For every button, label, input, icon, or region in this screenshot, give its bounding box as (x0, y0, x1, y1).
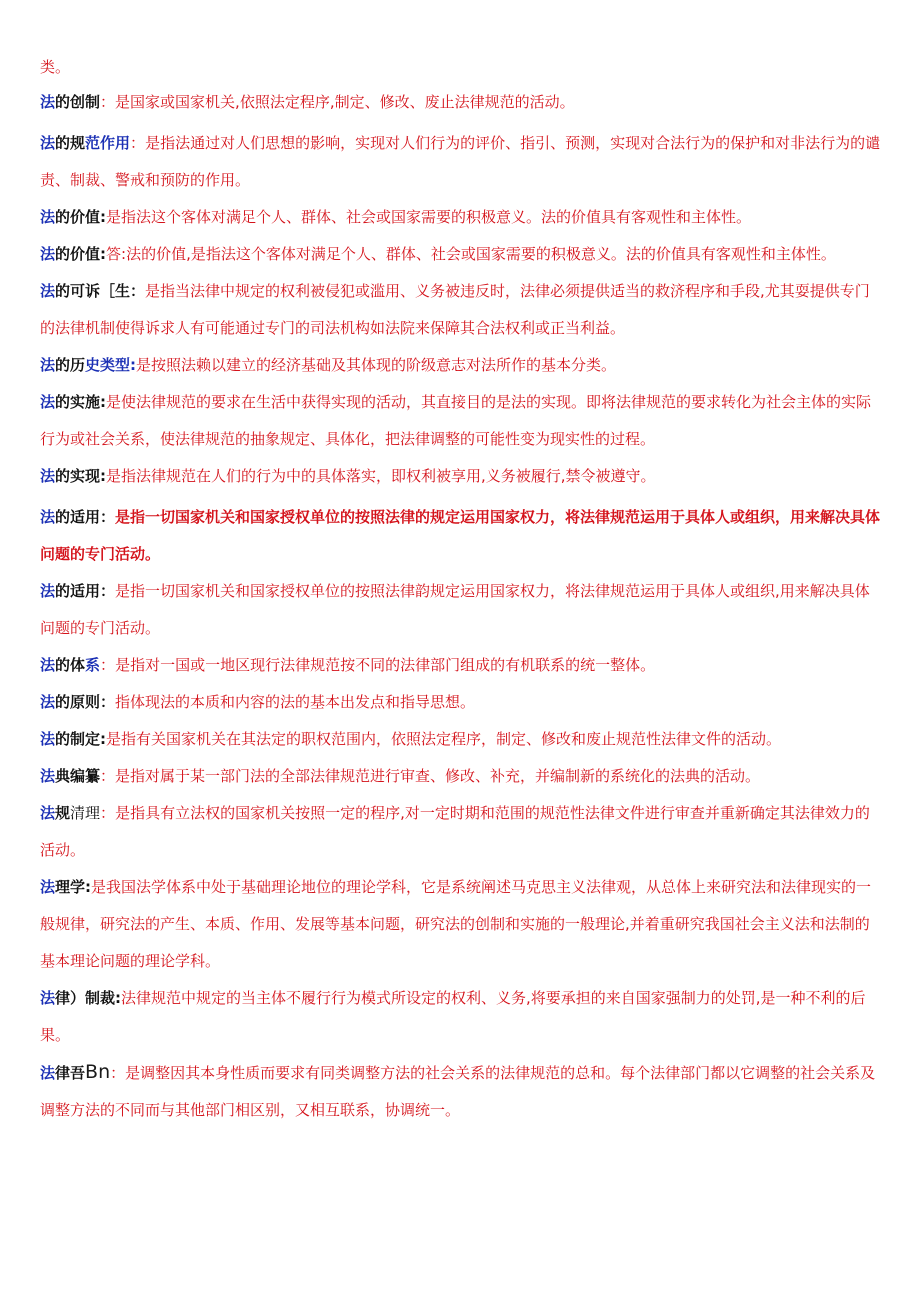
definition: 是指法律规范在人们的行为中的具体落实，即权利被享用,义务被履行,禁令被遵守。 (106, 467, 656, 485)
glossary-entry (40, 84, 882, 121)
term-head: 法 (40, 730, 56, 748)
glossary-entry (40, 347, 882, 384)
term-rest: 的制定: (55, 730, 107, 748)
term-head: 法 (40, 656, 56, 674)
term-rest: 律吾 (55, 1064, 86, 1082)
glossary-page (40, 54, 882, 1129)
term-rest: 典编纂 (55, 767, 101, 785)
term-sep: ： (110, 1064, 126, 1082)
glossary-entry-highlighted (40, 499, 882, 573)
glossary-entry (40, 684, 882, 721)
glossary-entry (40, 273, 882, 347)
glossary-entry (40, 125, 882, 199)
continuation-text: 类。 (40, 58, 71, 76)
term-head: 法 (40, 693, 56, 711)
term-rest: 的实施: (55, 393, 107, 411)
term-head: 法 (40, 1064, 56, 1082)
term-head: 法 (40, 878, 56, 896)
term-head: 法 (40, 767, 56, 785)
glossary-entry (40, 384, 882, 458)
glossary-entry (40, 758, 882, 795)
term-rest: 的适用： (55, 508, 116, 526)
term-rest: 的历 (55, 356, 86, 374)
term-head: 法 (40, 282, 56, 300)
definition: 是指一切国家机关和国家授权单位的按照法律韵规定运用国家权力，将法律规范运用于具体人或组织,用来解决具体问题的专门活动。 (40, 582, 870, 637)
term-head: 法 (40, 393, 56, 411)
glossary-entry (40, 573, 882, 647)
glossary-entry (40, 980, 882, 1054)
definition: 是指一切国家机关和国家授权单位的按照法律的规定运用国家权力，将法律规范运用于具体人或组织，用来解决具体问题的专门活动。 (40, 508, 881, 563)
glossary-entry (40, 647, 882, 684)
glossary-entry (40, 458, 882, 495)
term-rest: 的体 (55, 656, 86, 674)
glossary-entry (40, 721, 882, 758)
term-rest: 的实现: (55, 467, 107, 485)
term-rest: 清理 (70, 804, 101, 822)
term-rest: 规 (55, 804, 71, 822)
term-sep: ： (130, 134, 146, 152)
term-head: 法 (40, 804, 56, 822)
glossary-entry (40, 1054, 882, 1129)
definition: 指体现法的本质和内容的法的基本出发点和指导思想。 (115, 693, 476, 711)
term-head: 法 (40, 989, 56, 1007)
glossary-entry (40, 236, 882, 273)
term-rest: 的创制 (55, 93, 101, 111)
definition: 是指对属于某一部门法的全部法律规范进行审查、修改、补充，并编制新的系统化的法典的活动。 (115, 767, 761, 785)
definition: 是调整因其本身性质而要求有同类调整方法的社会关系的法律规范的总和。每个法律部门都以它调整的社会关系及调整方法的不同而与其他部门相区别，又相互联系，协调统一。 (40, 1064, 876, 1119)
term-head: 法 (40, 93, 56, 111)
term-head: 法 (40, 508, 56, 526)
definition: 是我国法学体系中处于基础理论地位的理论学科，它是系统阐述马克思主义法律观，从总体上来研究法和法律现实的一般规律，研究法的产生、本质、作用、发展等基本问题，研究法的创制和实施的一般理论,并着重研究我国社会主义法和法制的基本理论问题的理论学科。 (40, 878, 872, 970)
term-rest: 的可诉［生： (55, 282, 146, 300)
definition: 法律规范中规定的当主体不履行行为模式所设定的权利、义务,将要承担的来自国家强制力的处罚,是一种不利的后果。 (40, 989, 866, 1044)
definition: 答:法的价值,是指法这个客体对满足个人、群体、社会或国家需要的积极意义。法的价值具有客观性和主体性。 (106, 245, 836, 263)
term-head: 法 (40, 356, 56, 374)
term-sep: ： (100, 767, 116, 785)
term-rest: 的原则： (55, 693, 116, 711)
definition: 是指当法律中规定的权利被侵犯或滥用、义务被违反时，法律必须提供适当的救济程序和手段,尤其耍提供专门的法律机制使得诉求人有可能通过专门的司法机构如法院来保障其合法权利或正当利益。 (40, 282, 870, 337)
glossary-entry (40, 869, 882, 980)
term-head: 法 (40, 134, 56, 152)
definition: 是指有关国家机关在其法定的职权范围内，依照法定程序，制定、修改和废止规范性法律文件的活动。 (106, 730, 782, 748)
term-rest: 律）制裁: (55, 989, 122, 1007)
term-head: 法 (40, 245, 56, 263)
term-rest: 理学: (55, 878, 92, 896)
term-rest: Bn (85, 1061, 111, 1083)
term-rest: 的价值: (55, 208, 107, 226)
term-rest: 系 (85, 656, 101, 674)
term-sep: ： (100, 93, 116, 111)
term-rest: 的规 (55, 134, 86, 152)
definition: 是国家或国家机关,依照法定程序,制定、修改、废止法律规范的活动。 (115, 93, 575, 111)
term-rest: 的价值: (55, 245, 107, 263)
term-rest: 范作用 (85, 134, 131, 152)
definition: 是按照法赖以建立的经济基础及其体现的阶级意志对法所作的基本分类。 (136, 356, 617, 374)
term-head: 法 (40, 467, 56, 485)
glossary-entry (40, 199, 882, 236)
term-rest: 史类型: (85, 356, 137, 374)
term-sep: ： (100, 656, 116, 674)
term-head: 法 (40, 208, 56, 226)
term-head: 法 (40, 582, 56, 600)
definition: 是指法这个客体对满足个人、群体、社会或国家需要的积极意义。法的价值具有客观性和主体性。 (106, 208, 752, 226)
definition: 是指对一国或一地区现行法律规范按不同的法律部门组成的有机联系的统一整体。 (115, 656, 656, 674)
term-rest: 的适用： (55, 582, 116, 600)
glossary-entry (40, 795, 882, 869)
definition: 是使法律规范的要求在生活中获得实现的活动，其直接目的是法的实现。即将法律规范的要求转化为社会主体的实际行为或社会关系，使法律规范的抽象规定、具体化，把法律调整的可能性变为现实性的过程。 (40, 393, 872, 448)
term-sep: ： (100, 804, 116, 822)
definition: 是指法通过对人们思想的影响，实现对人们行为的评价、指引、预测，实现对合法行为的保护和对非法行为的谴责、制裁、警戒和预防的作用。 (40, 134, 881, 189)
definition: 是指具有立法权的国家机关按照一定的程序,对一定时期和范围的规范性法律文件进行审查并重新确定其法律效力的活动。 (40, 804, 870, 859)
